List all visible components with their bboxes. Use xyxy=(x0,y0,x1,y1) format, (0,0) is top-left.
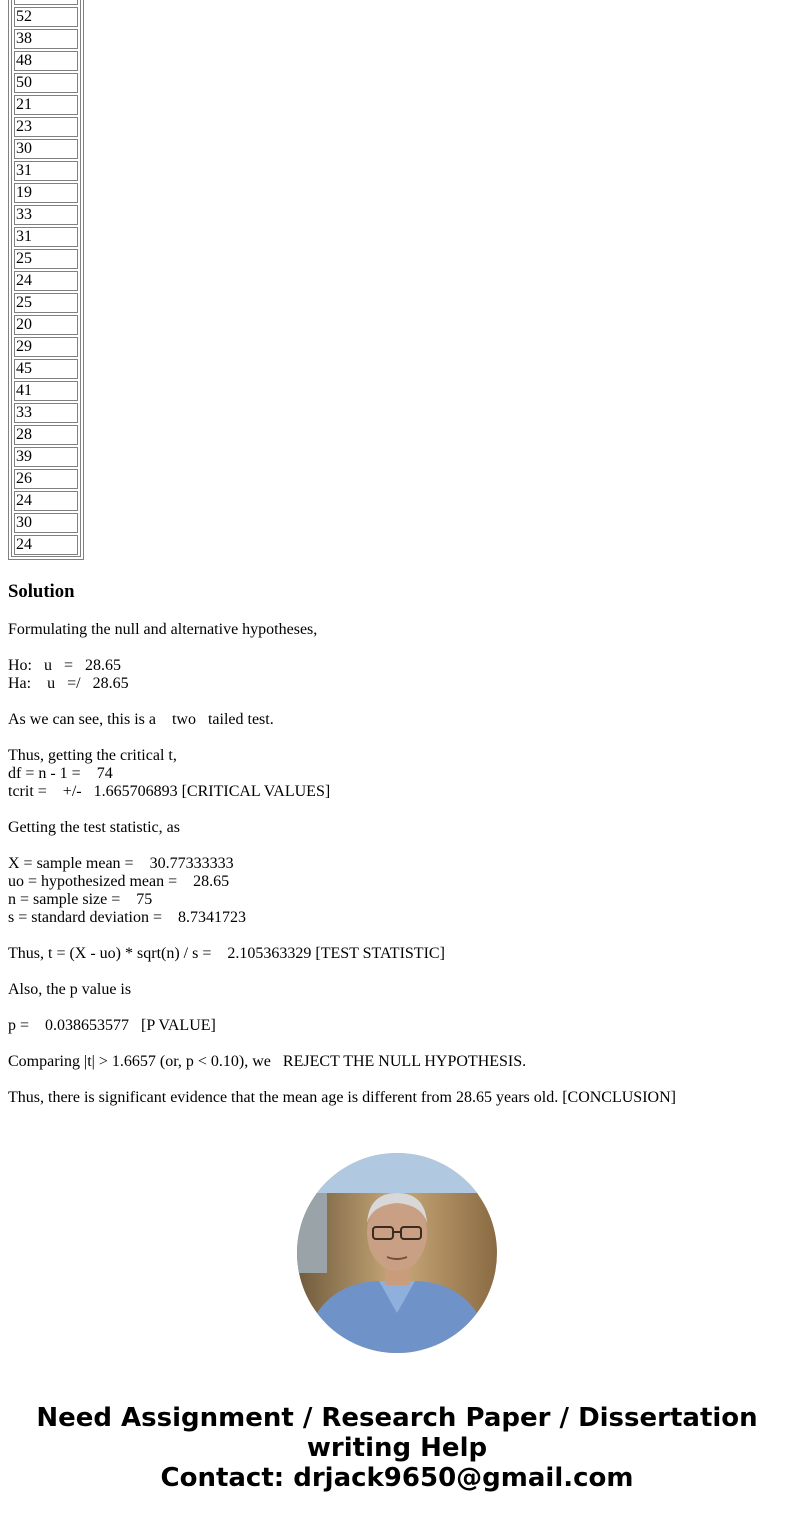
solution-line: Thus, there is significant evidence that the mean age is different from 28.65 years old. [CONCLUSION] xyxy=(8,1089,676,1106)
table-cell: 28 xyxy=(14,425,78,445)
table-cell: 23 xyxy=(14,117,78,137)
table-cell: 50 xyxy=(14,73,78,93)
table-cell: 52 xyxy=(14,7,78,27)
table-cell: 26 xyxy=(14,469,78,489)
table-cell: 30 xyxy=(14,139,78,159)
footer-line-1: Need Assignment / Research Paper / Dissertation xyxy=(36,1403,758,1433)
table-cell: 25 xyxy=(14,249,78,269)
table-cell: 48 xyxy=(14,51,78,71)
solution-line: n = sample size = 75 xyxy=(8,891,153,908)
table-cell: 31 xyxy=(14,227,78,247)
solution-line: tcrit = +/- 1.665706893 [CRITICAL VALUES] xyxy=(8,783,331,800)
solution-line: Formulating the null and alternative hypotheses, xyxy=(8,621,318,638)
solution-line: Getting the test statistic, as xyxy=(8,819,180,836)
table-cell: 41 xyxy=(14,381,78,401)
table-cell: 25 xyxy=(14,293,78,313)
table-cell: 24 xyxy=(14,271,78,291)
solution-line: p = 0.038653577 [P VALUE] xyxy=(8,1017,216,1034)
footer-line-2: writing Help xyxy=(306,1433,488,1463)
table-cell: 24 xyxy=(14,535,78,555)
table-cell: 31 xyxy=(14,161,78,181)
table-cell xyxy=(14,0,78,5)
table-cell: 45 xyxy=(14,359,78,379)
solution-line: As we can see, this is a two tailed test. xyxy=(8,711,274,728)
solution-line: Also, the p value is xyxy=(8,981,132,998)
table-cell: 30 xyxy=(14,513,78,533)
table-cell: 38 xyxy=(14,29,78,49)
table-cell: 21 xyxy=(14,95,78,115)
table-cell: 24 xyxy=(14,491,78,511)
table-cell: 29 xyxy=(14,337,78,357)
solution-line: X = sample mean = 30.77333333 xyxy=(8,855,234,872)
footer-contact xyxy=(0,1403,794,1493)
table-cell: 19 xyxy=(14,183,78,203)
solution-line: df = n - 1 = 74 xyxy=(8,765,113,782)
solution-line: Thus, t = (X - uo) * sqrt(n) / s = 2.105363329 [TEST STATISTIC] xyxy=(8,945,445,962)
solution-heading: Solution xyxy=(8,581,75,602)
footer-line-3: Contact: drjack9650@gmail.com xyxy=(160,1463,634,1493)
author-photo xyxy=(297,1153,497,1353)
solution-line: Ha: u =/ 28.65 xyxy=(8,675,129,692)
table-cell: 33 xyxy=(14,205,78,225)
solution-line: Ho: u = 28.65 xyxy=(8,657,122,674)
table-cell: 20 xyxy=(14,315,78,335)
table-cell: 39 xyxy=(14,447,78,467)
solution-line: uo = hypothesized mean = 28.65 xyxy=(8,873,230,890)
solution-line: Comparing |t| > 1.6657 (or, p < 0.10), we REJECT THE NULL HYPOTHESIS. xyxy=(8,1053,527,1070)
solution-line: s = standard deviation = 8.7341723 xyxy=(8,909,247,926)
solution-line: Thus, getting the critical t, xyxy=(8,747,177,764)
author-portrait-image xyxy=(297,1153,497,1353)
table-cell: 33 xyxy=(14,403,78,423)
